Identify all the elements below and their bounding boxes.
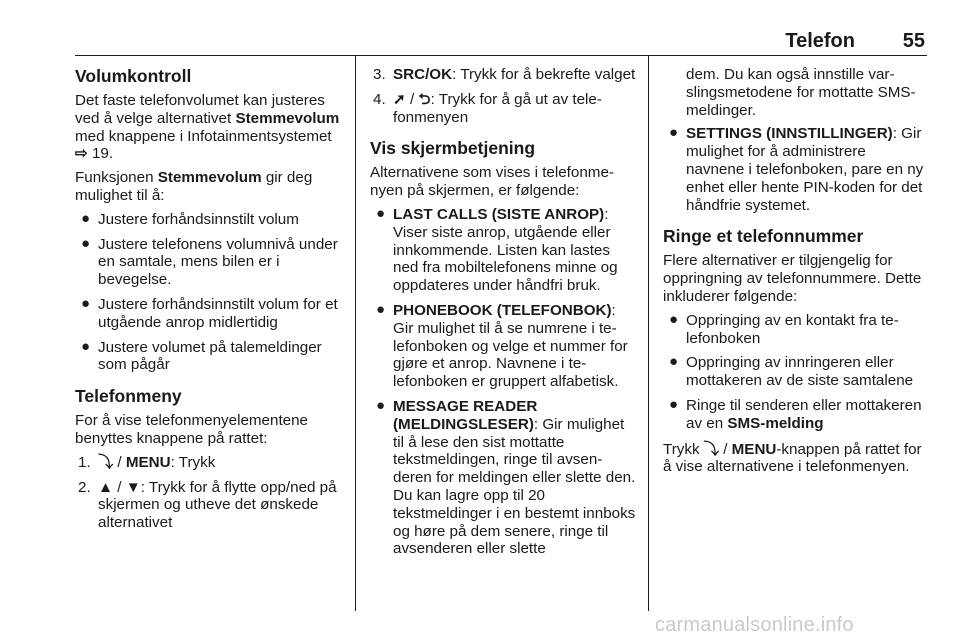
bullet-icon: ● xyxy=(376,396,386,414)
menu-options-list xyxy=(370,206,636,558)
page-number: 55 xyxy=(902,30,925,52)
list-item xyxy=(370,302,636,391)
volum-bullet-list xyxy=(75,211,343,374)
text: -knappen på rattet for å vise alternativene i telefonmenyen. xyxy=(663,440,922,476)
separator: / xyxy=(113,453,126,471)
separator: / xyxy=(405,90,419,108)
step-text: : Trykk for å gå ut av telefonmenyen xyxy=(393,90,602,126)
term-stemmevolum: Stemmevolum xyxy=(235,109,340,127)
heading-ringe: Ringe et telefonnummer xyxy=(663,226,864,247)
heading-vis-skjermbetjening: Vis skjermbetjening xyxy=(370,138,536,159)
settings-list xyxy=(663,125,927,214)
list-item-text: Justere forhåndsinnstilt volum xyxy=(98,210,299,228)
bullet-icon: ● xyxy=(81,234,91,252)
term-sms-melding: SMS-melding xyxy=(727,414,824,432)
option-last-calls: LAST CALLS (SISTE ANROP) xyxy=(393,205,605,223)
watermark: carmanualsonline.info xyxy=(655,614,854,636)
step-number: 3. xyxy=(373,66,386,83)
header-rule xyxy=(75,55,927,56)
text: med knappene i Infotainmentsystemet xyxy=(75,127,332,145)
list-item xyxy=(75,296,343,332)
section-title: Telefon xyxy=(785,30,855,52)
list-item-text: : Gir mulighet til å lese den sist mottatte tekstmeldingen, ringe til avsenderen for meldingen eller slette den. Du kan lagre opp til 20 tekstmeldinger i en bestemt innboks og høre på dem senere, ringe til avsenderen eller slette xyxy=(393,415,636,558)
list-item-text: Justere forhåndsinnstilt volum for et utgående anrop midlertidig xyxy=(98,295,338,331)
bullet-icon: ● xyxy=(81,337,91,355)
text: gir deg mulighet til å: xyxy=(75,169,313,204)
column-3 xyxy=(663,66,927,482)
column-2 xyxy=(370,66,636,566)
term-stemmevolum: Stemmevolum xyxy=(157,169,262,187)
list-item xyxy=(75,479,343,532)
paragraph-trykk-menu xyxy=(663,441,927,477)
hang-up-icon: ➚ xyxy=(393,90,406,108)
text: Det faste telefonvolumet kan justeres ved å velge alternativet xyxy=(75,92,325,127)
list-item xyxy=(75,454,343,472)
paragraph-alternativene: Alternativene som vises i telefonmenyen på skjermen, er følgende: xyxy=(370,164,614,200)
list-item-text: Ringe til senderen eller mottakeren av en xyxy=(686,396,922,432)
separator: / xyxy=(718,440,732,458)
list-item xyxy=(663,354,927,390)
list-item xyxy=(663,312,927,348)
text: Funksjonen xyxy=(75,169,154,187)
list-item-text: Justere telefonens volumnivå under en samtale, mens bilen er i bevegelse. xyxy=(98,235,338,289)
list-item-text: Oppringing av innringeren eller mottakeren av de siste samtalene xyxy=(686,354,914,390)
column-divider-1 xyxy=(355,55,356,611)
step-number: 4. xyxy=(373,90,386,108)
list-item xyxy=(370,398,636,558)
reference-arrow-icon: ⇨ xyxy=(75,145,88,163)
paragraph-continued: dem. Du kan også innstille varslingsmetodene for mottatte SMS-meldinger. xyxy=(686,66,916,119)
list-item-text: Oppringing av en kontakt fra telefonboken xyxy=(686,311,899,347)
step-number: 2. xyxy=(78,478,91,496)
bullet-icon: ● xyxy=(376,204,386,222)
option-message-reader: MESSAGE READER (MELDINGSLESER) xyxy=(393,397,538,433)
key-menu: MENU xyxy=(731,440,777,458)
column-1 xyxy=(75,66,343,540)
list-item-text: : Viser siste anrop, utgående eller innkommende. Listen kan lastes ned fra mobiltelefonens minne og oppdateres under håndfri bruk. xyxy=(393,205,618,295)
list-item xyxy=(663,125,927,214)
step-text: : Trykk for å bekrefte valget xyxy=(452,66,636,83)
step-number: 1. xyxy=(78,453,91,471)
option-phonebook: PHONEBOOK (TELEFONBOK) xyxy=(393,301,612,319)
bullet-icon: ● xyxy=(376,300,386,318)
steps-list-1 xyxy=(75,454,343,532)
list-item xyxy=(75,339,343,375)
heading-volumkontroll: Volumkontroll xyxy=(75,66,192,86)
dialing-options-list xyxy=(663,312,927,433)
paragraph-volum-intro xyxy=(75,92,343,163)
key-menu: MENU xyxy=(125,453,171,471)
text: Trykk xyxy=(663,440,700,458)
page-header xyxy=(75,30,925,54)
list-item xyxy=(370,66,636,84)
option-settings: SETTINGS (INNSTILLINGER) xyxy=(686,125,893,143)
steps-list-2 xyxy=(370,66,636,126)
bullet-icon: ● xyxy=(669,395,679,413)
bullet-icon: ● xyxy=(669,124,679,142)
list-item xyxy=(370,206,636,295)
bullet-icon: ● xyxy=(81,294,91,312)
phone-icon: ⤵ xyxy=(703,440,719,458)
list-item-text: Justere volumet på talemeldinger som pågår xyxy=(98,338,322,374)
heading-telefonmeny: Telefonmeny xyxy=(75,386,182,407)
page-reference: 19. xyxy=(91,145,114,163)
bullet-icon: ● xyxy=(81,209,91,227)
step-text: ▲ / ▼: Trykk for å flytte opp/ned på skjermen og utheve det ønskede alternativet xyxy=(98,478,337,532)
list-item-text: : Gir mulighet for å administrere navnene i telefonboken, pare en ny enhet eller hente PIN-koden for det håndfrie systemet. xyxy=(686,125,924,214)
step-text: : Trykk xyxy=(170,453,216,471)
list-item xyxy=(75,236,343,289)
phone-icon: ⤵ xyxy=(98,453,114,471)
back-icon: ⮌ xyxy=(418,90,431,108)
paragraph-funksjonen xyxy=(75,169,343,205)
paragraph-telefonmeny: For å vise telefonmenyelementene benyttes knappene på rattet: xyxy=(75,412,309,447)
paragraph-ringe-intro: Flere alternativer er tilgjengelig for oppringning av telefonnummere. Dette inkluderer følgende: xyxy=(663,252,922,305)
bullet-icon: ● xyxy=(669,310,679,328)
list-item xyxy=(370,91,636,127)
column-divider-2 xyxy=(648,55,649,611)
list-item xyxy=(663,397,927,433)
list-item xyxy=(75,211,343,229)
list-item-text: : Gir mulighet til å se numrene i telefonboken og velge et nummer for gjøre et anrop. Navnene i telefonboken er gruppert alfabetisk. xyxy=(393,301,628,391)
key-src-ok: SRC/OK xyxy=(393,66,453,83)
bullet-icon: ● xyxy=(669,353,679,371)
